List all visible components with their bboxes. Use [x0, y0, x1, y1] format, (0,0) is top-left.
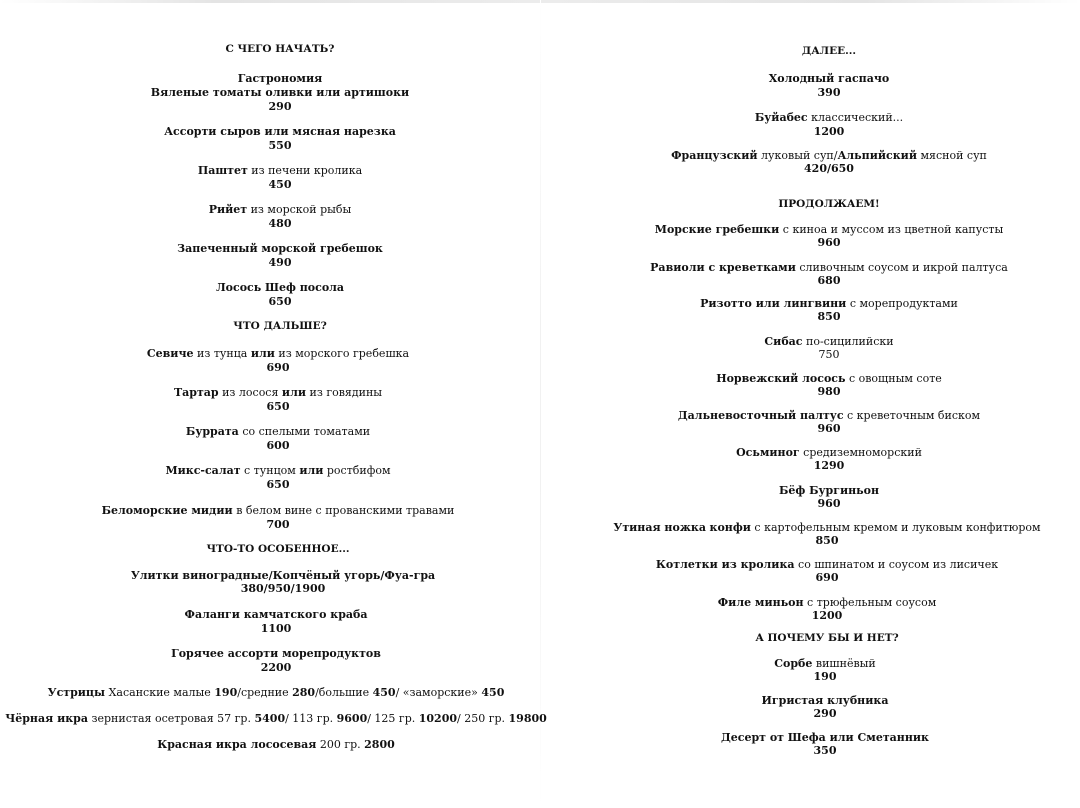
item-title: Сибас по-сицилийски — [764, 335, 894, 348]
item-price: 850 — [815, 534, 839, 547]
item-title: Дальневосточный палтус с креветочным биском — [677, 409, 981, 422]
item-price: 980 — [817, 385, 841, 398]
item-price: 960 — [817, 422, 841, 435]
item-title: Утиная ножка конфи с картофельным кремом и луковым конфитюром — [613, 521, 1041, 534]
item-price: 960 — [817, 236, 841, 249]
section-heading: ЧТО-ТО ОСОБЕННОЕ... — [206, 543, 350, 555]
item-price: 420/650 — [804, 162, 854, 175]
item-price: 390 — [817, 86, 841, 99]
item-title: Сорбе вишнёвый — [774, 657, 876, 670]
item-title: Фаланги камчатского краба — [184, 608, 368, 621]
item-price: 1200 — [811, 609, 843, 622]
item-title: Десерт от Шефа или Сметанник — [721, 731, 929, 744]
item-title: Горячее ассорти морепродуктов — [171, 647, 381, 660]
item-price: 690 — [266, 361, 290, 374]
item-title: Осьминог средиземноморский — [736, 446, 922, 459]
item-title: Равиоли с креветками сливочным соусом и икрой палтуса — [650, 261, 1008, 274]
item-title: Севиче из тунца или из морского гребешка — [146, 347, 410, 360]
item-price: 960 — [817, 497, 841, 510]
item-price: 1100 — [260, 622, 292, 635]
item-title: Бёф Бургиньон — [778, 484, 880, 497]
section-heading: ПРОДОЛЖАЕМ! — [778, 198, 880, 210]
item-price: 550 — [268, 139, 292, 152]
item-title: Холодный гаспачо — [768, 72, 890, 85]
page-fold — [540, 0, 541, 808]
item-price: 2200 — [260, 661, 292, 674]
item-price: 680 — [817, 274, 841, 287]
item-title: Рийет из морской рыбы — [208, 203, 352, 216]
item-price: 690 — [815, 571, 839, 584]
item-price: 290 — [813, 707, 837, 720]
item-title: Котлетки из кролика со шпинатом и соусом из лисичек — [655, 558, 999, 571]
item-price: 490 — [268, 256, 292, 269]
item-title: Игристая клубника — [761, 694, 889, 707]
item-title: Чёрная икра зернистая осетровая 57 гр. 5400/ 113 гр. 9600/ 125 гр. 10200/ 250 гр. 19800 — [5, 712, 547, 725]
item-title: Запеченный морской гребешок — [177, 242, 383, 255]
section-heading: ЧТО ДАЛЬШЕ? — [233, 320, 327, 332]
item-price: 450 — [268, 178, 292, 191]
item-price: 1290 — [813, 459, 845, 472]
item-price: 1200 — [813, 125, 845, 138]
item-title: Гастрономия — [237, 72, 323, 85]
item-title: Ризотто или лингвини с морепродуктами — [700, 297, 958, 310]
item-price: 700 — [266, 518, 290, 531]
item-price: 850 — [817, 310, 841, 323]
item-title: Микс-салат с тунцом или ростбифом — [165, 464, 391, 477]
item-price: 290 — [268, 100, 292, 113]
section-heading: А ПОЧЕМУ БЫ И НЕТ? — [755, 632, 899, 644]
item-title: Норвежский лосось с овощным соте — [716, 372, 942, 385]
item-price: 380/950/1900 — [240, 582, 326, 595]
item-title: Улитки виноградные/Копчёный угорь/Фуа-гра — [130, 569, 436, 582]
item-price: 650 — [268, 295, 292, 308]
item-title: Красная икра лососевая 200 гр. 2800 — [157, 738, 395, 751]
item-price: 480 — [268, 217, 292, 230]
item-title: Ассорти сыров или мясная нарезка — [164, 125, 396, 138]
item-title: Лосось Шеф посола — [215, 281, 345, 294]
item-title: Буррата со спелыми томатами — [185, 425, 371, 438]
item-title: Французский луковый суп/Альпийский мясной суп — [671, 149, 987, 162]
item-title: Вяленые томаты оливки или артишоки — [150, 86, 410, 99]
item-price: 350 — [813, 744, 837, 757]
item-title: Тартар из лосося или из говядины — [173, 386, 383, 399]
item-price: 750 — [818, 348, 840, 361]
item-title: Устрицы Хасанские малые 190/средние 280/большие 450/ «заморские» 450 — [47, 686, 505, 699]
item-price: 600 — [266, 439, 290, 452]
section-heading: С ЧЕГО НАЧАТЬ? — [225, 43, 335, 55]
item-title: Паштет из печени кролика — [197, 164, 363, 177]
item-title: Беломорские мидии в белом вине с прованскими травами — [101, 504, 455, 517]
section-heading: ДАЛЕЕ... — [801, 45, 857, 57]
item-price: 650 — [266, 400, 290, 413]
item-title: Буйабес классический... — [754, 111, 904, 124]
item-title: Филе миньон с трюфельным соусом — [717, 596, 937, 609]
item-title: Морские гребешки с киноа и муссом из цветной капусты — [654, 223, 1004, 236]
item-price: 190 — [813, 670, 837, 683]
item-price: 650 — [266, 478, 290, 491]
